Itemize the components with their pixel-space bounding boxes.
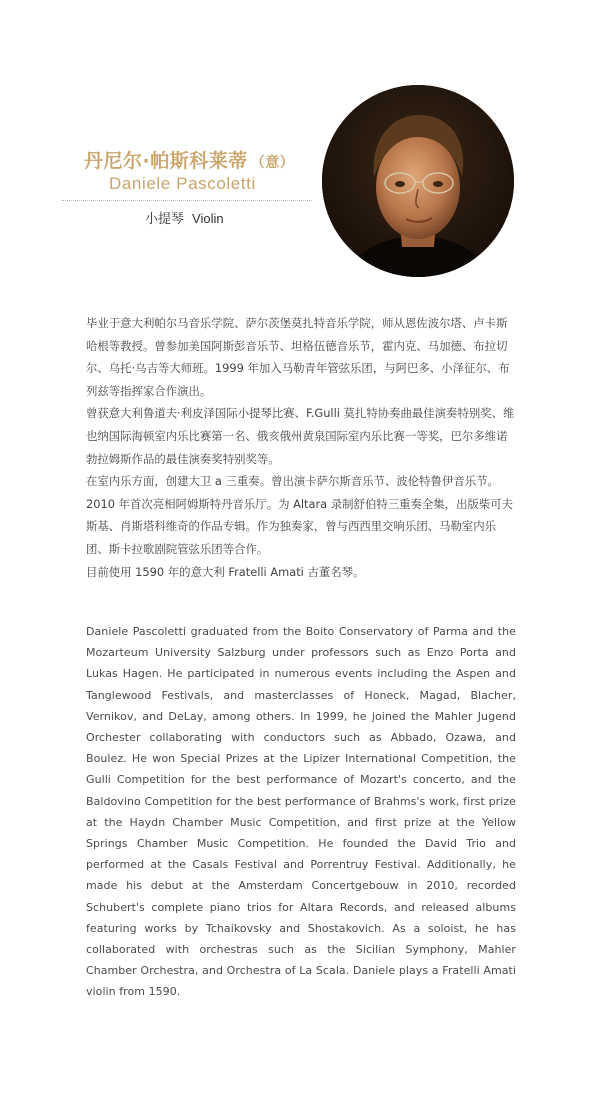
portrait-illustration — [322, 85, 514, 277]
bio-zh-paragraph: 目前使用 1590 年的意大利 Fratelli Amati 古董名琴。 — [86, 564, 365, 579]
biography-chinese — [86, 312, 518, 583]
name-chinese — [84, 146, 294, 173]
instrument-label — [145, 208, 224, 227]
bio-zh-paragraph: 曾获意大利鲁道夫·利皮泽国际小提琴比赛、F.Gulli 莫扎特协奏曲最佳演奏特别奖、维也纳国际海顿室内乐比赛第一名、俄亥俄州黄泉国际室内乐比赛一等奖，巴尔多维诺勃拉姆斯作品的最佳演奏奖特别奖等。 — [86, 406, 515, 466]
instrument-english: Violin — [192, 211, 224, 226]
profile-header — [0, 0, 600, 290]
dotted-divider — [62, 200, 312, 201]
biography-english — [86, 621, 516, 1003]
portrait-photo — [322, 85, 514, 277]
bio-en-paragraph: Daniele Pascoletti graduated from the Boito Conservatory of Parma and the Mozarteum University Salzburg under professors such as Enzo Porta and Lukas Hagen. He participated in numerous events including the Aspen and Tanglewood Festivals, and masterclasses of Honeck, Magad, Blacher, Vernikov, and DeLay, among others. In 1999, he joined the Mahler Jugend Orchester collaborating with conductors such as Abbado, Ozawa, and Boulez. He won Special Prizes at the Lipizer International Competition, the Gulli Competition for the best performance of Mozart's concerto, and the Baldovino Competition for the best performance of Brahms's work, first prize at the Haydn Chamber Music Competition, and first prize at the Yellow Springs Chamber Music Competition. He founded the David Trio and performed at the Casals Festival and Porrentruy Festival. Additionally, he made his debut at the Amsterdam Concertgebouw in 2010, recorded Schubert's complete piano trios for Altara Records, and released albums featuring works by Tchaikovsky and Shostakovich. As a soloist, he has collaborated with orchestras such as the Sicilian Symphony, Mahler Chamber Orchestra, and Orchestra of La Scala. Daniele plays a Fratelli Amati violin from 1590. — [86, 625, 516, 999]
bio-zh-paragraph: 在室内乐方面，创建大卫 a 三重奏。曾出演卡萨尔斯音乐节、波伦特鲁伊音乐节。2010 年首次亮相阿姆斯特丹音乐厅。为 Altara 录制舒伯特三重奏全集，出版柴可夫斯基、肖斯塔科维奇的作品专辑。作为独奏家，曾与西西里交响乐团、马勒室内乐团、斯卡拉歌剧院管弦乐团等合作。 — [86, 474, 514, 556]
name-chinese-text: 丹尼尔·帕斯科莱蒂 — [84, 150, 248, 172]
name-english: Daniele Pascoletti — [109, 174, 256, 193]
bio-zh-paragraph: 毕业于意大利帕尔马音乐学院、萨尔茨堡莫扎特音乐学院，师从恩佐波尔塔、卢卡斯哈根等教授。曾参加美国阿斯彭音乐节、坦格伍德音乐节，霍内克、马加德、布拉切尔、乌托·乌吉等大师班。1999 年加入马勒青年管弦乐团，与阿巴多、小泽征尔、布列兹等指挥家合作演出。 — [86, 316, 510, 398]
instrument-chinese: 小提琴 — [145, 212, 185, 227]
nationality-label: （意） — [250, 155, 295, 171]
